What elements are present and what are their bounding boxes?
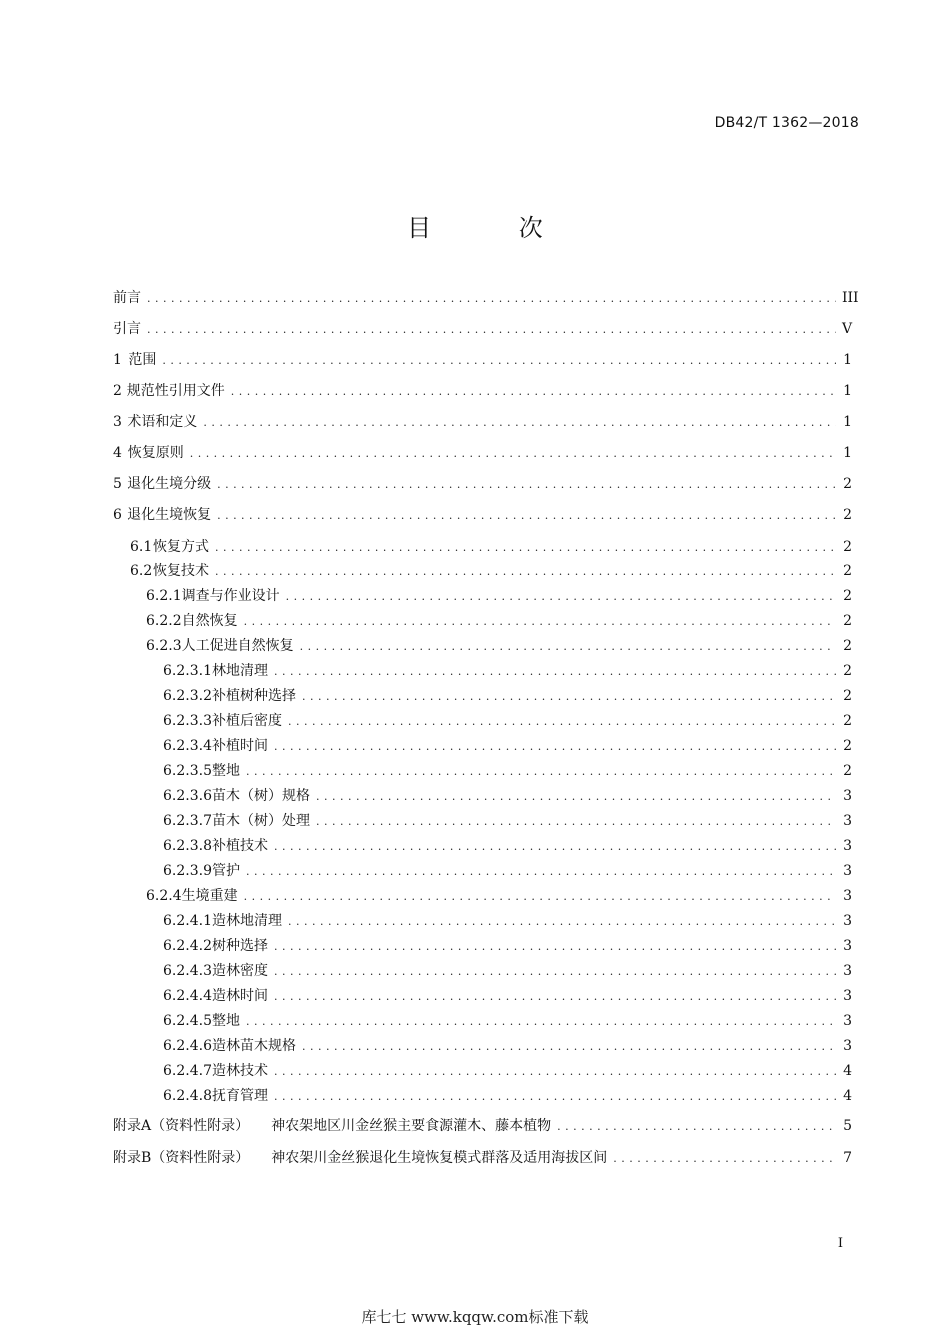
toc-entry-number: 6.2.3.3 bbox=[163, 713, 212, 729]
toc-entry-page: 3 bbox=[843, 1013, 852, 1029]
toc-entry-label: 神农架川金丝猴退化生境恢复模式群落及适用海拔区间 bbox=[271, 1150, 608, 1166]
toc-entry-number: 附录B（资料性附录） bbox=[113, 1150, 250, 1166]
toc-entry-number: 1 bbox=[113, 352, 122, 368]
toc-entry-page: 3 bbox=[843, 963, 852, 979]
document-code: DB42/T 1362—2018 bbox=[714, 115, 859, 131]
toc-entry[interactable] bbox=[113, 444, 852, 463]
toc-entry-number: 6.2.4.6 bbox=[163, 1038, 212, 1054]
toc-leader-dots bbox=[274, 663, 836, 681]
toc-entry-label: 范围 bbox=[128, 352, 157, 368]
toc-entry-label: 补植后密度 bbox=[211, 713, 282, 729]
toc-entry[interactable] bbox=[163, 1037, 852, 1056]
toc-leader-dots bbox=[302, 688, 836, 706]
toc-entry-page: 5 bbox=[843, 1118, 852, 1134]
toc-leader-dots bbox=[300, 638, 836, 656]
toc-entry-page: 3 bbox=[843, 988, 852, 1004]
toc-entry-number: 6.2.4.3 bbox=[163, 963, 212, 979]
toc-entry-number: 6 bbox=[113, 507, 122, 523]
toc-entry-number: 6.2.4.4 bbox=[163, 988, 212, 1004]
toc-leader-dots bbox=[246, 863, 836, 881]
toc-entry-page: 2 bbox=[843, 663, 852, 679]
toc-leader-dots bbox=[274, 1063, 836, 1081]
toc-entry[interactable] bbox=[130, 538, 852, 557]
toc-entry-page: 2 bbox=[843, 476, 852, 492]
toc-entry-page: 1 bbox=[843, 352, 852, 368]
toc-entry[interactable] bbox=[113, 289, 859, 308]
toc-entry-label: 苗木（树）规格 bbox=[211, 788, 310, 804]
toc-entry-label: 调查与作业设计 bbox=[181, 588, 280, 604]
toc-entry-number: 6.2.3 bbox=[146, 638, 182, 654]
toc-leader-dots bbox=[231, 383, 836, 401]
toc-entry-number: 6.2.4.2 bbox=[163, 938, 212, 954]
toc-entry-number: 6.2.4.1 bbox=[163, 913, 212, 929]
toc-entry-number: 6.2.3.6 bbox=[163, 788, 212, 804]
toc-entry-label: 造林技术 bbox=[211, 1063, 268, 1079]
toc-entry-page: 3 bbox=[843, 888, 852, 904]
toc-entry[interactable] bbox=[163, 687, 852, 706]
toc-entry-page: 2 bbox=[843, 638, 852, 654]
toc-entry-page: 1 bbox=[843, 414, 852, 430]
toc-entry-number: 6.1 bbox=[130, 539, 153, 555]
toc-entry[interactable] bbox=[163, 862, 852, 881]
toc-entry[interactable] bbox=[163, 962, 852, 981]
toc-leader-dots bbox=[147, 290, 836, 308]
toc-entry-label: 恢复技术 bbox=[153, 563, 210, 579]
toc-entry[interactable] bbox=[163, 837, 852, 856]
toc-entry-label: 造林密度 bbox=[211, 963, 268, 979]
toc-entry-number: 6.2.3.4 bbox=[163, 738, 212, 754]
toc-entry-label: 退化生境恢复 bbox=[127, 507, 212, 523]
toc-entry-label: 苗木（树）处理 bbox=[211, 813, 310, 829]
toc-entry-label: 造林时间 bbox=[211, 988, 268, 1004]
toc-leader-dots bbox=[215, 563, 836, 581]
toc-entry[interactable] bbox=[146, 612, 852, 631]
toc-entry[interactable] bbox=[113, 351, 852, 370]
toc-leader-dots bbox=[274, 988, 836, 1006]
toc-entry-number: 2 bbox=[113, 383, 122, 399]
toc-entry-label: 退化生境分级 bbox=[127, 476, 212, 492]
toc-entry-page: 2 bbox=[843, 738, 852, 754]
toc-entry-label: 补植技术 bbox=[211, 838, 268, 854]
toc-leader-dots bbox=[274, 838, 836, 856]
toc-entry-label: 术语和定义 bbox=[127, 414, 198, 430]
toc-entry-number: 6.2.3.5 bbox=[163, 763, 212, 779]
toc-leader-dots bbox=[217, 507, 836, 525]
toc-leader-dots bbox=[274, 963, 836, 981]
toc-entry-page: 2 bbox=[843, 688, 852, 704]
toc-entry-label: 造林地清理 bbox=[211, 913, 282, 929]
page-number: I bbox=[837, 1236, 843, 1251]
toc-leader-dots bbox=[246, 763, 836, 781]
toc-entry[interactable] bbox=[146, 637, 852, 656]
toc-leader-dots bbox=[274, 738, 836, 756]
toc-leader-dots bbox=[613, 1150, 836, 1168]
toc-entry[interactable] bbox=[163, 737, 852, 756]
toc-entry[interactable] bbox=[163, 787, 852, 806]
toc-entry-number: 5 bbox=[113, 476, 122, 492]
toc-entry-label: 自然恢复 bbox=[181, 613, 238, 629]
toc-entry-number: 6.2.4.7 bbox=[163, 1063, 212, 1079]
toc-leader-dots bbox=[316, 788, 836, 806]
toc-leader-dots bbox=[147, 321, 836, 339]
toc-entry-label: 生境重建 bbox=[181, 888, 238, 904]
toc-entry-page: 2 bbox=[843, 613, 852, 629]
toc-leader-dots bbox=[316, 813, 836, 831]
toc-leader-dots bbox=[274, 938, 836, 956]
toc-entry-page: 2 bbox=[843, 763, 852, 779]
toc-entry[interactable] bbox=[113, 506, 852, 525]
toc-entry-label: 前言 bbox=[113, 290, 141, 306]
toc-entry[interactable] bbox=[146, 587, 852, 606]
toc-leader-dots bbox=[286, 588, 836, 606]
toc-entry-number: 6.2.3.8 bbox=[163, 838, 212, 854]
toc-entry-page: 3 bbox=[843, 813, 852, 829]
toc-leader-dots bbox=[244, 888, 836, 906]
toc-entry-number: 4 bbox=[113, 445, 122, 461]
toc-entry-number: 6.2.3.2 bbox=[163, 688, 212, 704]
toc-entry-label: 恢复原则 bbox=[127, 445, 184, 461]
toc-leader-dots bbox=[244, 613, 836, 631]
toc-entry-number: 6.2 bbox=[130, 563, 153, 579]
toc-entry[interactable] bbox=[130, 562, 852, 581]
toc-entry-label: 管护 bbox=[211, 863, 240, 879]
toc-leader-dots bbox=[190, 445, 836, 463]
toc-entry-page: 4 bbox=[843, 1088, 852, 1104]
toc-entry-label: 人工促进自然恢复 bbox=[181, 638, 294, 654]
toc-entry-number: 附录A（资料性附录） bbox=[113, 1118, 250, 1134]
toc-entry-page: 4 bbox=[843, 1063, 852, 1079]
toc-entry-page: 7 bbox=[843, 1150, 852, 1166]
toc-leader-dots bbox=[246, 1013, 836, 1031]
toc-entry-number: 6.2.4.8 bbox=[163, 1088, 212, 1104]
toc-entry[interactable] bbox=[113, 382, 852, 401]
toc-leader-dots bbox=[217, 476, 836, 494]
toc-entry[interactable] bbox=[163, 812, 852, 831]
toc-entry[interactable] bbox=[163, 762, 852, 781]
toc-entry[interactable] bbox=[163, 912, 852, 931]
toc-entry-page: 2 bbox=[843, 539, 852, 555]
toc-entry-page: 2 bbox=[843, 588, 852, 604]
toc-entry-number: 6.2.4 bbox=[146, 888, 182, 904]
toc-leader-dots bbox=[215, 539, 836, 557]
toc-entry-label: 补植树种选择 bbox=[211, 688, 296, 704]
toc-entry-page: 3 bbox=[843, 863, 852, 879]
toc-entry[interactable] bbox=[113, 1149, 852, 1168]
toc-leader-dots bbox=[557, 1118, 836, 1136]
toc-entry-page: 1 bbox=[843, 445, 852, 461]
toc-leader-dots bbox=[162, 352, 836, 370]
toc-leader-dots bbox=[302, 1038, 836, 1056]
toc-entry-page: 3 bbox=[843, 938, 852, 954]
toc-entry-page: V bbox=[842, 321, 853, 337]
toc-entry-label: 造林苗木规格 bbox=[211, 1038, 296, 1054]
toc-leader-dots bbox=[288, 913, 836, 931]
toc-entry-number: 6.2.3.7 bbox=[163, 813, 212, 829]
toc-entry-page: 3 bbox=[843, 1038, 852, 1054]
toc-entry[interactable] bbox=[163, 1062, 852, 1081]
toc-entry[interactable] bbox=[113, 1117, 852, 1136]
toc-entry-page: 3 bbox=[843, 788, 852, 804]
toc-entry-page: 2 bbox=[843, 713, 852, 729]
toc-entry-page: 2 bbox=[843, 563, 852, 579]
toc-entry[interactable] bbox=[163, 662, 852, 681]
toc-entry-label: 规范性引用文件 bbox=[126, 383, 225, 399]
toc-leader-dots bbox=[288, 713, 836, 731]
toc-entry-page: 2 bbox=[843, 507, 852, 523]
toc-entry-label: 抚育管理 bbox=[211, 1088, 268, 1104]
toc-entry-label: 补植时间 bbox=[211, 738, 268, 754]
toc-entry[interactable] bbox=[163, 937, 852, 956]
toc-entry[interactable] bbox=[163, 987, 852, 1006]
toc-entry-page: 1 bbox=[843, 383, 852, 399]
toc-entry-page: 3 bbox=[843, 913, 852, 929]
toc-entry-number: 6.2.1 bbox=[146, 588, 182, 604]
toc-entry-label: 整地 bbox=[211, 763, 240, 779]
toc-entry[interactable] bbox=[113, 320, 852, 339]
toc-entry-number: 6.2.3.9 bbox=[163, 863, 212, 879]
toc-leader-dots bbox=[274, 1088, 836, 1106]
watermark-text: 库七七 www.kqqw.com标准下载 bbox=[361, 1308, 589, 1326]
toc-entry[interactable] bbox=[163, 712, 852, 731]
toc-entry-number: 3 bbox=[113, 414, 122, 430]
toc-entry-page: 3 bbox=[843, 838, 852, 854]
toc-entry[interactable] bbox=[113, 413, 852, 432]
toc-entry[interactable] bbox=[146, 887, 852, 906]
toc-entry-label: 林地清理 bbox=[211, 663, 268, 679]
toc-entry[interactable] bbox=[163, 1087, 852, 1106]
toc-entry-label: 神农架地区川金丝猴主要食源灌木、藤本植物 bbox=[271, 1118, 552, 1134]
toc-entry-page: III bbox=[842, 290, 859, 306]
toc-entry-label: 整地 bbox=[211, 1013, 240, 1029]
toc-entry-label: 树种选择 bbox=[211, 938, 268, 954]
toc-entry-number: 6.2.4.5 bbox=[163, 1013, 212, 1029]
toc-entry-number: 6.2.3.1 bbox=[163, 663, 212, 679]
toc-leader-dots bbox=[203, 414, 836, 432]
toc-entry-number: 6.2.2 bbox=[146, 613, 182, 629]
toc-entry-label: 恢复方式 bbox=[153, 539, 210, 555]
toc-entry-label: 引言 bbox=[113, 321, 141, 337]
toc-entry[interactable] bbox=[163, 1012, 852, 1031]
toc-entry[interactable] bbox=[113, 475, 852, 494]
page-title: 目 次 bbox=[407, 214, 583, 242]
